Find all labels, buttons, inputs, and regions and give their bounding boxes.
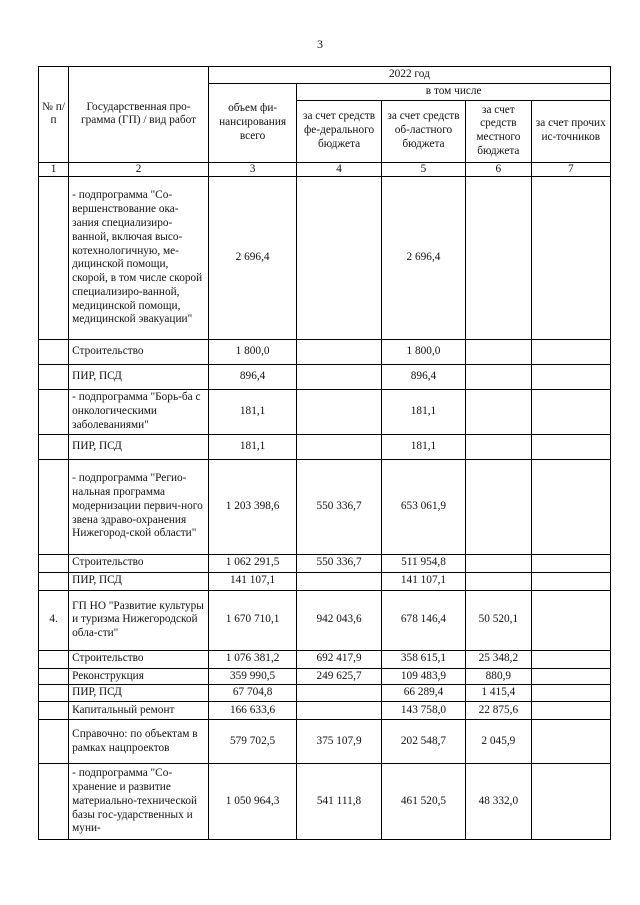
row-regional: 202 548,7: [381, 720, 465, 764]
row-regional: 678 146,4: [381, 590, 465, 650]
row-number: [39, 390, 69, 434]
row-federal: [297, 390, 381, 434]
row-total: 1 076 381,2: [208, 650, 296, 668]
row-regional: 2 696,4: [381, 177, 465, 340]
row-number: [39, 554, 69, 572]
header-total: объем фи-нансирования всего: [208, 83, 296, 162]
header-including: в том числе: [297, 83, 611, 100]
row-number: [39, 177, 69, 340]
row-federal: [297, 365, 381, 390]
row-regional: 511 954,8: [381, 554, 465, 572]
row-number: [39, 434, 69, 459]
row-other: [531, 685, 610, 702]
row-total: 181,1: [208, 390, 296, 434]
table-row: [39, 459, 611, 554]
row-regional: 653 061,9: [381, 459, 465, 554]
row-other: [531, 668, 610, 685]
row-federal: [297, 702, 381, 720]
row-name: Справочно: по объектам в рамках нацпроектов: [69, 720, 209, 764]
row-local: 22 875,6: [466, 702, 531, 720]
row-federal: 942 043,6: [297, 590, 381, 650]
row-number: [39, 702, 69, 720]
row-name: - подпрограмма "Со-вершенствование ока-зания специализиро-ванной, включая высо-котехнологичную, ме-дицинской помощи, скорой, в том числе скорой специализиро-ванной, медицинской помощи, медицинской эвакуации": [69, 177, 209, 340]
row-total: 166 633,6: [208, 702, 296, 720]
row-federal: 249 625,7: [297, 668, 381, 685]
row-local: 50 520,1: [466, 590, 531, 650]
row-other: [531, 590, 610, 650]
row-local: [466, 340, 531, 365]
row-regional: 1 800,0: [381, 340, 465, 365]
row-other: [531, 390, 610, 434]
row-federal: 550 336,7: [297, 554, 381, 572]
row-regional: 896,4: [381, 365, 465, 390]
row-total: 67 704,8: [208, 685, 296, 702]
row-total: 181,1: [208, 434, 296, 459]
row-number: [39, 668, 69, 685]
table-row: [39, 365, 611, 390]
row-regional: 461 520,5: [381, 764, 465, 840]
row-name: Капитальный ремонт: [69, 702, 209, 720]
table-row: [39, 720, 611, 764]
row-total: 141 107,1: [208, 572, 296, 590]
header-program: Государственная про-грамма (ГП) / вид работ: [69, 67, 209, 163]
row-name: ПИР, ПСД: [69, 365, 209, 390]
table-row: [39, 434, 611, 459]
row-total: 896,4: [208, 365, 296, 390]
row-total: 1 800,0: [208, 340, 296, 365]
row-number: [39, 340, 69, 365]
table-row: [39, 668, 611, 685]
column-number: 7: [531, 162, 610, 177]
row-other: [531, 459, 610, 554]
row-number: [39, 764, 69, 840]
header-number: № п/п: [39, 67, 69, 163]
row-number: [39, 459, 69, 554]
row-regional: 109 483,9: [381, 668, 465, 685]
row-name: - подпрограмма "Борь-ба с онкологическими заболеваниями": [69, 390, 209, 434]
table-row: [39, 702, 611, 720]
row-local: [466, 459, 531, 554]
row-regional: 358 615,1: [381, 650, 465, 668]
table-row: [39, 340, 611, 365]
row-local: 2 045,9: [466, 720, 531, 764]
row-number: [39, 720, 69, 764]
row-regional: 181,1: [381, 434, 465, 459]
row-total: 579 702,5: [208, 720, 296, 764]
row-name: Реконструкция: [69, 668, 209, 685]
row-name: - подпрограмма "Регио-нальная программа модернизации первич-ного звена здраво-охранения Нижегород-ской области": [69, 459, 209, 554]
row-number: 4.: [39, 590, 69, 650]
row-local: [466, 365, 531, 390]
table-row: [39, 177, 611, 340]
row-total: 2 696,4: [208, 177, 296, 340]
row-other: [531, 554, 610, 572]
row-other: [531, 720, 610, 764]
row-name: Строительство: [69, 650, 209, 668]
row-local: [466, 572, 531, 590]
table-row: [39, 650, 611, 668]
row-total: 1 062 291,5: [208, 554, 296, 572]
row-other: [531, 177, 610, 340]
row-federal: [297, 572, 381, 590]
table-row: [39, 590, 611, 650]
column-number: 6: [466, 162, 531, 177]
row-regional: 181,1: [381, 390, 465, 434]
row-other: [531, 340, 610, 365]
column-number: 2: [69, 162, 209, 177]
row-number: [39, 365, 69, 390]
financing-table: [38, 66, 611, 840]
table-row: [39, 685, 611, 702]
row-other: [531, 702, 610, 720]
row-local: 25 348,2: [466, 650, 531, 668]
row-name: ПИР, ПСД: [69, 685, 209, 702]
row-federal: [297, 434, 381, 459]
column-number: 3: [208, 162, 296, 177]
table-row: [39, 390, 611, 434]
row-local: [466, 554, 531, 572]
row-other: [531, 650, 610, 668]
row-federal: 541 111,8: [297, 764, 381, 840]
column-number: 5: [381, 162, 465, 177]
row-local: [466, 390, 531, 434]
row-number: [39, 685, 69, 702]
row-other: [531, 572, 610, 590]
row-local: 48 332,0: [466, 764, 531, 840]
row-federal: [297, 340, 381, 365]
row-name: Строительство: [69, 554, 209, 572]
row-name: ГП НО "Развитие культуры и туризма Нижегородской обла-сти": [69, 590, 209, 650]
header-regional: за счет средств об-ластного бюджета: [381, 100, 465, 162]
row-name: Строительство: [69, 340, 209, 365]
table-row: [39, 554, 611, 572]
page-number: 3: [317, 37, 323, 51]
row-name: ПИР, ПСД: [69, 572, 209, 590]
row-total: 1 670 710,1: [208, 590, 296, 650]
row-total: 1 050 964,3: [208, 764, 296, 840]
table-row: [39, 572, 611, 590]
row-regional: 66 289,4: [381, 685, 465, 702]
row-number: [39, 650, 69, 668]
row-name: ПИР, ПСД: [69, 434, 209, 459]
row-local: [466, 434, 531, 459]
header-year: 2022 год: [208, 67, 610, 84]
row-other: [531, 365, 610, 390]
column-number: 1: [39, 162, 69, 177]
header-other: за счет прочих ис-точников: [531, 100, 610, 162]
table-row: [39, 764, 611, 840]
row-federal: 375 107,9: [297, 720, 381, 764]
row-federal: [297, 177, 381, 340]
row-local: 1 415,4: [466, 685, 531, 702]
row-total: 1 203 398,6: [208, 459, 296, 554]
row-name: - подпрограмма "Со-хранение и развитие материально-технической базы гос-ударственных и муни-: [69, 764, 209, 840]
row-other: [531, 434, 610, 459]
column-number: 4: [297, 162, 381, 177]
row-number: [39, 572, 69, 590]
header-local: за счет средств местного бюджета: [466, 100, 531, 162]
row-federal: 550 336,7: [297, 459, 381, 554]
row-regional: 143 758,0: [381, 702, 465, 720]
row-regional: 141 107,1: [381, 572, 465, 590]
row-local: 880,9: [466, 668, 531, 685]
row-local: [466, 177, 531, 340]
row-other: [531, 764, 610, 840]
header-federal: за счет средств фе-дерального бюджета: [297, 100, 381, 162]
row-federal: [297, 685, 381, 702]
row-federal: 692 417,9: [297, 650, 381, 668]
row-total: 359 990,5: [208, 668, 296, 685]
